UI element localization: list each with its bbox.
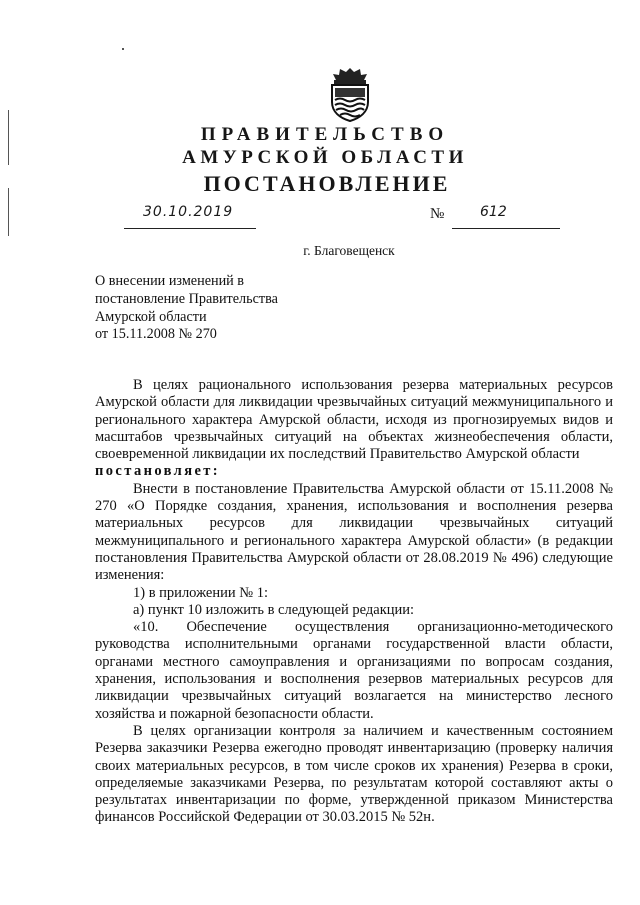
paragraph-item-a: а) пункт 10 изложить в следующей редакции: bbox=[133, 601, 415, 618]
paragraph-item-1: 1) в приложении № 1: bbox=[133, 584, 268, 601]
document-date: 30.10.2019 bbox=[143, 204, 234, 220]
coat-of-arms-emblem bbox=[326, 66, 374, 122]
paragraph-preamble: В целях рационального использования резерва материальных ресурсов Амурской области для ликвидации чрезвычайных ситуаций межмуниципального и регионального характера Амурской области, исходя из прогнозируемых видов и масштабов чрезвычайных ситуаций на объектах жизнеобеспечения области, своевременной ликвидации их последствий Правительство Амурской области bbox=[95, 377, 613, 463]
paragraph-amendment: Внести в постановление Правительства Амурской области от 15.11.2008 № 270 «О Порядке создания, хранения, использования и восполнения резерва материальных ресурсов для ликвидации чрезвычайных ситуаций межмуниципального и регионального характера Амурской области» (в редакции постановления Правительства Амурской области от 28.08.2019 № 496) следующие изменения: bbox=[95, 480, 613, 584]
document-type: ПОСТАНОВЛЕНИЕ bbox=[203, 171, 451, 196]
city: г. Благовещенск bbox=[303, 243, 395, 258]
subject-line: постановление Правительства bbox=[95, 290, 278, 307]
decree-word: постановляет: bbox=[95, 463, 221, 480]
document-body bbox=[95, 377, 613, 827]
scan-mark bbox=[122, 48, 124, 50]
subject-line: от 15.11.2008 № 270 bbox=[95, 326, 217, 343]
subject-line: О внесении изменений в bbox=[95, 273, 245, 289]
document-number: 612 bbox=[480, 204, 507, 220]
paragraph-control: В целях организации контроля за наличием и качественным состоянием Резерва заказчики Резерва ежегодно проводят инвентаризацию (проверку наличия своих материальных ресурсов, в том числе сроков их хранения) Резерва в сроки, определяемые заказчиками Резерва, по результатам которой составляют акты о результатах инвентаризации по форме, утвержденной приказом Министерства финансов Российской Федерации от 30.03.2015 № 52н. bbox=[95, 722, 613, 826]
subject-block bbox=[95, 273, 278, 344]
subject-line: Амурской области bbox=[95, 308, 207, 325]
number-label: № bbox=[430, 206, 445, 222]
org-name-line2: АМУРСКОЙ ОБЛАСТИ bbox=[182, 147, 468, 168]
org-name-line1: ПРАВИТЕЛЬСТВО bbox=[200, 124, 450, 145]
paragraph-point-10: «10. Обеспечение осуществления организационно-методического руководства исполнительными органами государственной власти области, органами местного самоуправления и организациями по вопросам создания, хранения, использования и восполнения резервов материальных ресурсов для ликвидации чрезвычайных ситуаций возлагается на министерство лесного хозяйства и пожарной безопасности области. bbox=[95, 619, 613, 722]
